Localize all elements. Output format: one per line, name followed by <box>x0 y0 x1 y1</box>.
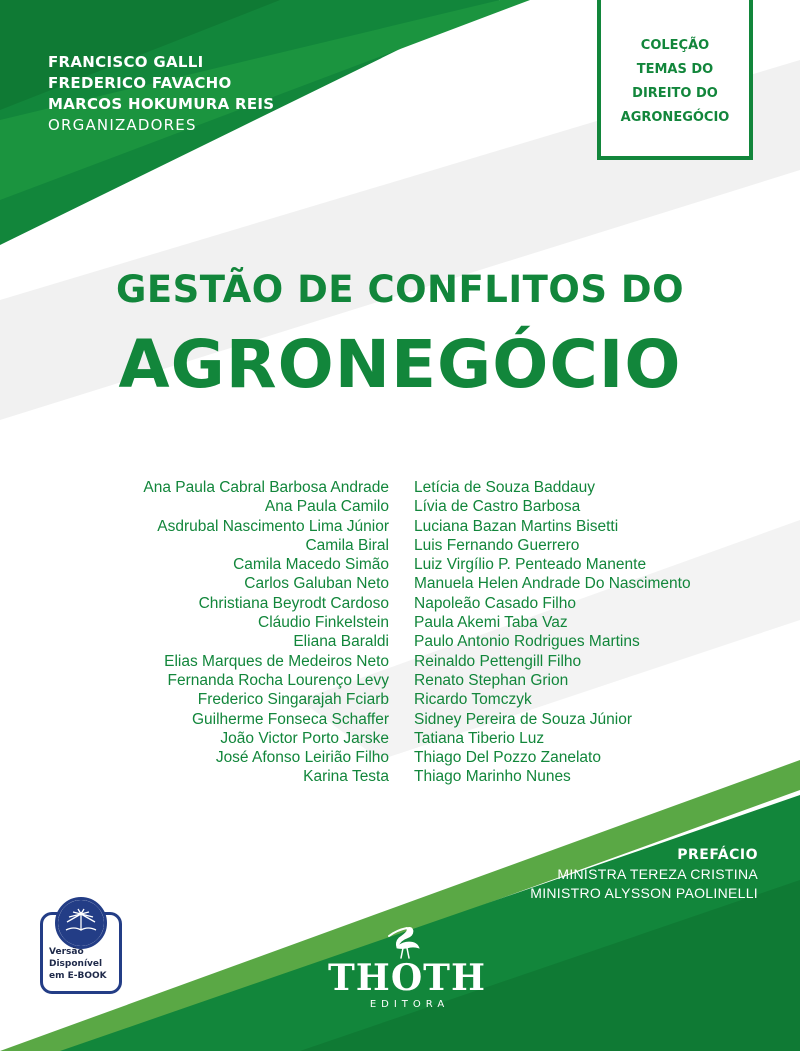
author-name: Ana Paula Cabral Barbosa Andrade <box>143 479 389 496</box>
authors-list-right <box>414 478 691 787</box>
author-name: Reinaldo Pettengill Filho <box>414 652 582 670</box>
collection-line: AGRONEGÓCIO <box>620 110 730 125</box>
publisher-name: THOTH <box>328 957 486 999</box>
author-name: Luis Fernando Guerrero <box>414 536 580 554</box>
organizer-name: FRANCISCO GALLI <box>48 53 204 71</box>
author-name: José Afonso Leirião Filho <box>215 749 389 767</box>
organizer-name: MARCOS HOKUMURA REIS <box>48 95 275 113</box>
ebook-line: Disponível <box>49 959 103 969</box>
author-name: Thiago Marinho Nunes <box>414 768 571 786</box>
ebook-badge <box>40 912 122 994</box>
author-name: Carlos Galuban Neto <box>244 575 389 593</box>
preface-person: MINISTRO ALYSSON PAOLINELLI <box>530 885 758 901</box>
author-name: Asdrubal Nascimento Lima Júnior <box>157 517 389 535</box>
author-name: Renato Stephan Grion <box>414 671 569 689</box>
book-title-line-2: AGRONEGÓCIO <box>118 326 682 403</box>
author-name: João Victor Porto Jarske <box>220 729 389 747</box>
authors-list-left <box>143 478 389 787</box>
preface-block <box>530 846 758 903</box>
author-name: Thiago Del Pozzo Zanelato <box>414 749 601 767</box>
ibis-bird-icon <box>385 922 429 960</box>
author-name: Manuela Helen Andrade Do Nascimento <box>414 575 691 593</box>
author-name: Paulo Antonio Rodrigues Martins <box>414 633 640 651</box>
ebook-line: Versão <box>49 947 84 957</box>
collection-box <box>597 0 753 160</box>
book-icon <box>55 897 107 949</box>
author-name: Camila Biral <box>305 536 389 554</box>
preface-person: MINISTRA TEREZA CRISTINA <box>557 866 758 882</box>
book-title-line-1: GESTÃO DE CONFLITOS DO <box>115 268 685 311</box>
author-name: Frederico Singarajah Fciarb <box>197 691 389 709</box>
ebook-line: em E-BOOK <box>49 971 107 981</box>
collection-line: COLEÇÃO <box>640 38 710 53</box>
author-name: Luiz Virgílio P. Penteado Manente <box>414 556 647 574</box>
author-name: Napoleão Casado Filho <box>414 594 576 612</box>
author-name: Christiana Beyrodt Cardoso <box>198 594 389 612</box>
author-name: Fernanda Rocha Lourenço Levy <box>167 671 389 689</box>
organizer-name: FREDERICO FAVACHO <box>48 74 232 92</box>
organizers-role: ORGANIZADORES <box>48 116 197 134</box>
author-name: Karina Testa <box>303 768 389 786</box>
author-name: Luciana Bazan Martins Bisetti <box>414 517 619 535</box>
organizers-block <box>48 52 274 136</box>
author-name: Ana Paula Camilo <box>264 498 389 516</box>
author-name: Cláudio Finkelstein <box>258 614 389 632</box>
author-name: Guilherme Fonseca Schaffer <box>191 710 389 728</box>
author-name: Camila Macedo Simão <box>233 556 389 574</box>
author-name: Lívia de Castro Barbosa <box>414 498 581 516</box>
author-name: Letícia de Souza Baddauy <box>414 479 595 496</box>
collection-line: DIREITO DO <box>632 86 718 101</box>
collection-line: TEMAS DO <box>636 62 714 77</box>
author-name: Elias Marques de Medeiros Neto <box>164 652 389 670</box>
author-name: Sidney Pereira de Souza Júnior <box>414 710 632 728</box>
ebook-text <box>49 946 107 982</box>
publisher-subtitle: EDITORA <box>369 999 450 1010</box>
author-name: Paula Akemi Taba Vaz <box>414 614 568 632</box>
author-name: Eliana Baraldi <box>293 633 389 651</box>
author-name: Tatiana Tiberio Luz <box>414 729 545 747</box>
preface-label: PREFÁCIO <box>677 847 758 863</box>
publisher-logo <box>322 922 492 1012</box>
author-name: Ricardo Tomczyk <box>414 691 532 709</box>
